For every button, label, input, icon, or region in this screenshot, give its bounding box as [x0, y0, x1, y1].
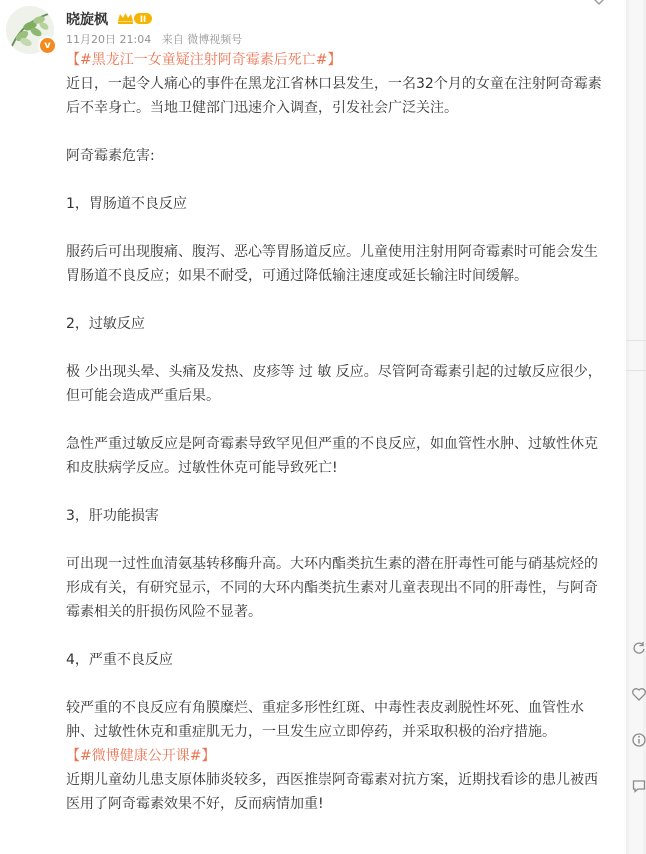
post-timestamp[interactable]: 11月20日 21:04	[66, 33, 152, 46]
chevron-down-icon[interactable]	[593, 0, 605, 6]
item-title: 4，严重不良反应	[66, 652, 173, 668]
paragraph-line: 后不幸身亡。当地卫健部门迅速介入调查，引发社会广泛关注。	[66, 100, 458, 116]
item-title: 1，胃肠道不良反应	[66, 196, 187, 212]
paragraph-line: 医用了阿奇霉素效果不好，反而病情加重!	[66, 796, 324, 812]
paragraph-line: 较严重的不良反应有角膜糜烂、重症多形性红斑、中毒性表皮剥脱性坏死、血管性水	[66, 700, 584, 716]
topic-link[interactable]: 【#微博健康公开课#】	[66, 748, 216, 764]
post-meta	[66, 31, 242, 47]
paragraph-line: 形成有关，有研究显示，不同的大环内酯类抗生素对儿童表现出不同的肝毒性，与阿奇	[66, 580, 598, 596]
scrollbar[interactable]	[626, 0, 646, 854]
post-source-link[interactable]: 微博视频号	[187, 33, 243, 46]
blank-line	[66, 120, 614, 144]
blank-line	[66, 336, 614, 360]
like-icon[interactable]	[631, 686, 646, 702]
source-prefix: 来自	[161, 33, 184, 46]
blank-line	[66, 624, 614, 648]
blank-line	[66, 168, 614, 192]
divider	[626, 340, 646, 341]
blank-line	[66, 408, 614, 432]
verified-icon: v	[38, 36, 57, 55]
paragraph-line: 霉素相关的肝损伤风险不显著。	[66, 604, 262, 620]
divider	[626, 370, 646, 371]
refresh-icon[interactable]	[631, 640, 646, 656]
paragraph-line: 肿、过敏性休克和重症肌无力，一旦发生应立即停药，并采取积极的治疗措施。	[66, 724, 556, 740]
comment-icon[interactable]	[631, 778, 646, 794]
post-content	[66, 48, 614, 816]
section-heading: 阿奇霉素危害:	[66, 148, 155, 164]
paragraph-line: 服药后可出现腹痛、腹泻、恶心等胃肠道反应。儿童使用注射用阿奇霉素时可能会发生	[66, 244, 598, 260]
topic-link[interactable]: 【#黑龙江一女童疑注射阿奇霉素后死亡#】	[66, 52, 342, 68]
blank-line	[66, 288, 614, 312]
paragraph-line: 近期儿童幼儿患支原体肺炎较多，西医推崇阿奇霉素对抗方案，近期找看诊的患儿被西	[66, 772, 598, 788]
item-title: 3，肝功能损害	[66, 508, 159, 524]
blank-line	[66, 672, 614, 696]
item-title: 2，过敏反应	[66, 316, 145, 332]
paragraph-line: 和皮肤病学反应。过敏性休克可能导致死亡!	[66, 460, 338, 476]
scrollbar-thumb[interactable]	[629, 0, 643, 854]
blank-line	[66, 480, 614, 504]
blank-line	[66, 216, 614, 240]
username[interactable]: 晓旋枫	[66, 12, 108, 28]
paragraph-line: 急性严重过敏反应是阿奇霉素导致罕见但严重的不良反应，如血管性水肿、过敏性休克	[66, 436, 598, 452]
paragraph-line: 但可能会造成严重后果。	[66, 388, 220, 404]
paragraph-line: 近日，一起令人痛心的事件在黑龙江省林口县发生，一名32个月的女童在注射阿奇霉素	[66, 76, 602, 92]
info-icon[interactable]	[631, 732, 646, 748]
paragraph-line: 极 少出现头晕、头痛及发热、皮疹等 过 敏 反应。尽管阿奇霉素引起的过敏反应很少，	[66, 364, 602, 380]
paragraph-line: 胃肠道不良反应；如果不耐受，可通过降低输注速度或延长输注时间缓解。	[66, 268, 528, 284]
blank-line	[66, 528, 614, 552]
badge-level-label: II	[139, 15, 147, 25]
paragraph-line: 可出现一过性血清氨基转移酶升高。大环内酯类抗生素的潜在肝毒性可能与硝基烷烃的	[66, 556, 598, 572]
vip-badge-icon[interactable]	[117, 11, 153, 25]
